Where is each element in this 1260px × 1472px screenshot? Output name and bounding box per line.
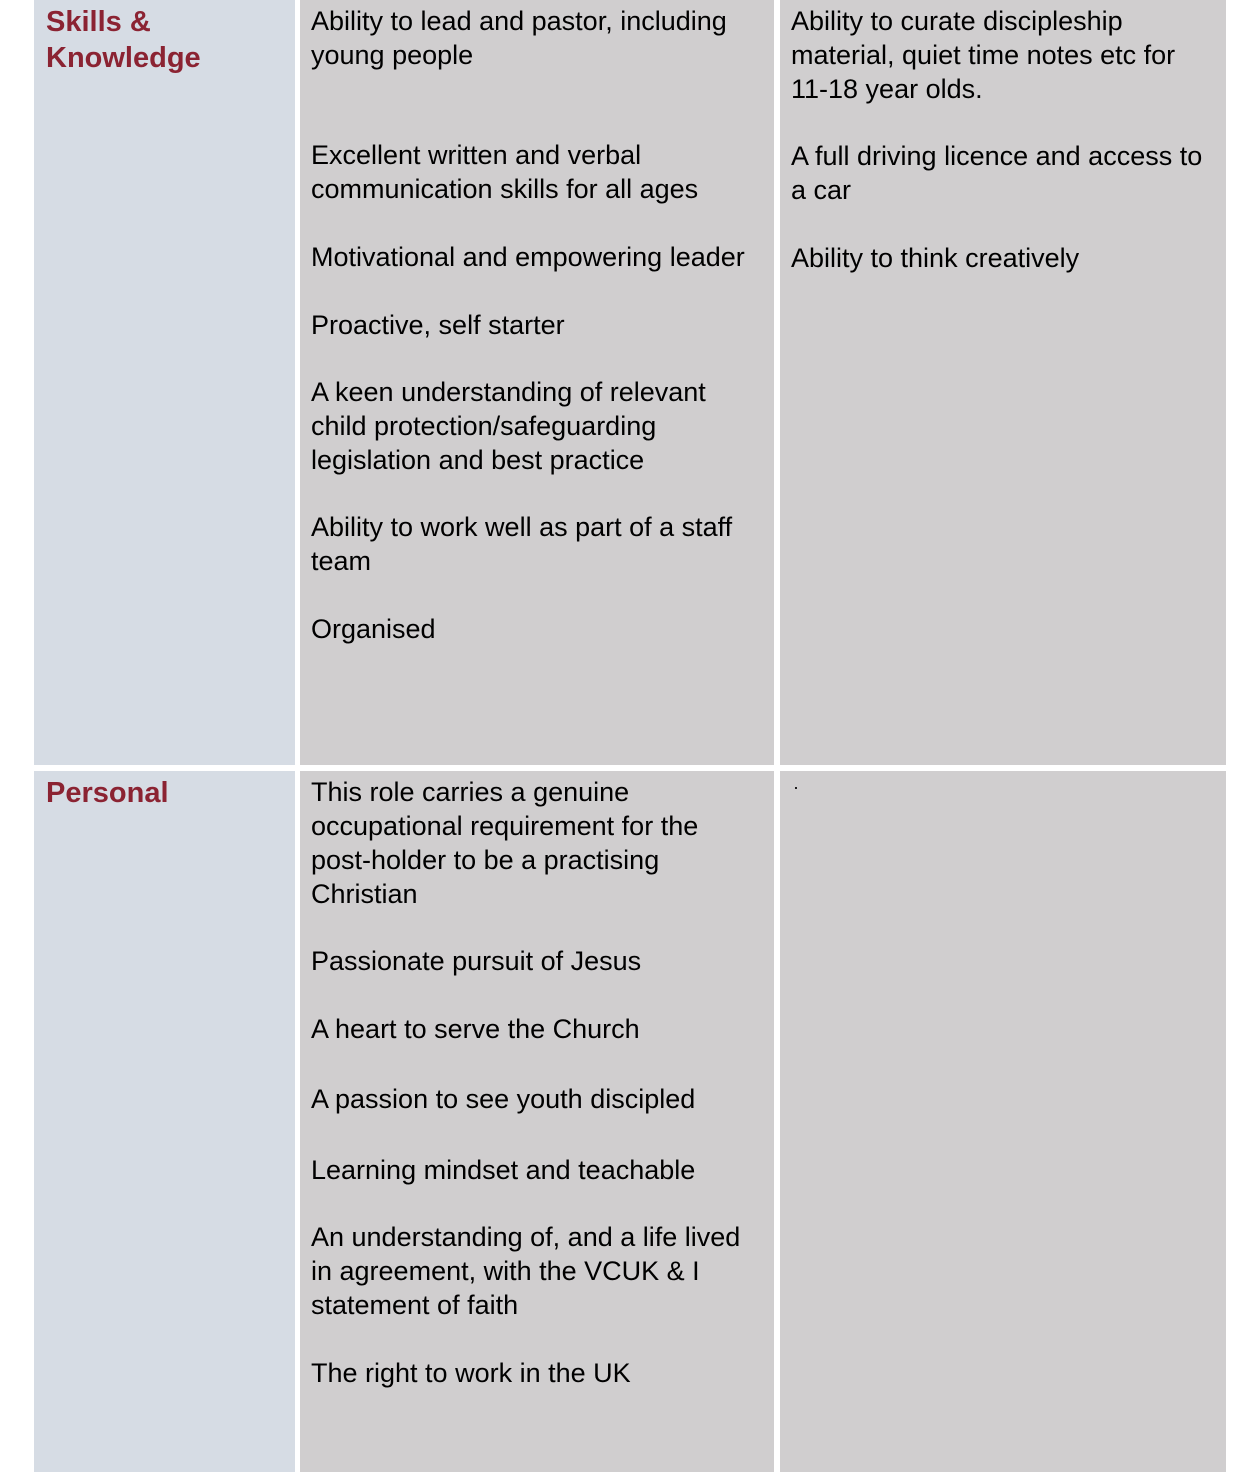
skills-essential-cell	[300, 0, 774, 765]
skills-essential-item: Organised	[311, 614, 436, 644]
personal-essential-item: This role carries a genuine occupational requirement for the post-holder to be a practising Christian	[311, 777, 699, 909]
skills-essential-item: Proactive, self starter	[311, 310, 565, 340]
skills-essential-item: Ability to lead and pastor, including young people	[311, 6, 727, 70]
skills-label-cell	[34, 0, 295, 765]
skills-desirable-item: Ability to think creatively	[791, 243, 1080, 273]
personal-essential-item: Learning mindset and teachable	[311, 1155, 696, 1185]
skills-desirable-cell	[780, 0, 1226, 765]
personal-desirable-cell	[780, 771, 1226, 1472]
personal-essential-item: Passionate pursuit of Jesus	[311, 946, 642, 976]
personal-essential-cell	[300, 771, 774, 1472]
skills-desirable-item: A full driving licence and access to a car	[791, 141, 1203, 205]
skills-essential-item: Motivational and empowering leader	[311, 242, 745, 272]
personal-essential-item: A passion to see youth discipled	[311, 1084, 696, 1114]
personal-desirable-marker: ·	[793, 777, 799, 797]
skills-heading: Skills & Knowledge	[46, 6, 201, 74]
skills-essential-item: Ability to work well as part of a staff team	[311, 512, 733, 576]
personal-heading: Personal	[46, 777, 169, 809]
personal-label-cell	[34, 771, 295, 1472]
personal-essential-item: An understanding of, and a life lived in agreement, with the VCUK & I statement of faith	[311, 1222, 741, 1320]
skills-desirable-item: Ability to curate discipleship material, quiet time notes etc for 11-18 year olds.	[791, 6, 1176, 104]
personal-essential-item: The right to work in the UK	[311, 1358, 631, 1388]
skills-essential-item: A keen understanding of relevant child protection/safeguarding legislation and best practice	[311, 377, 706, 475]
skills-essential-item: Excellent written and verbal communication skills for all ages	[311, 140, 699, 204]
personal-essential-item: A heart to serve the Church	[311, 1014, 640, 1044]
